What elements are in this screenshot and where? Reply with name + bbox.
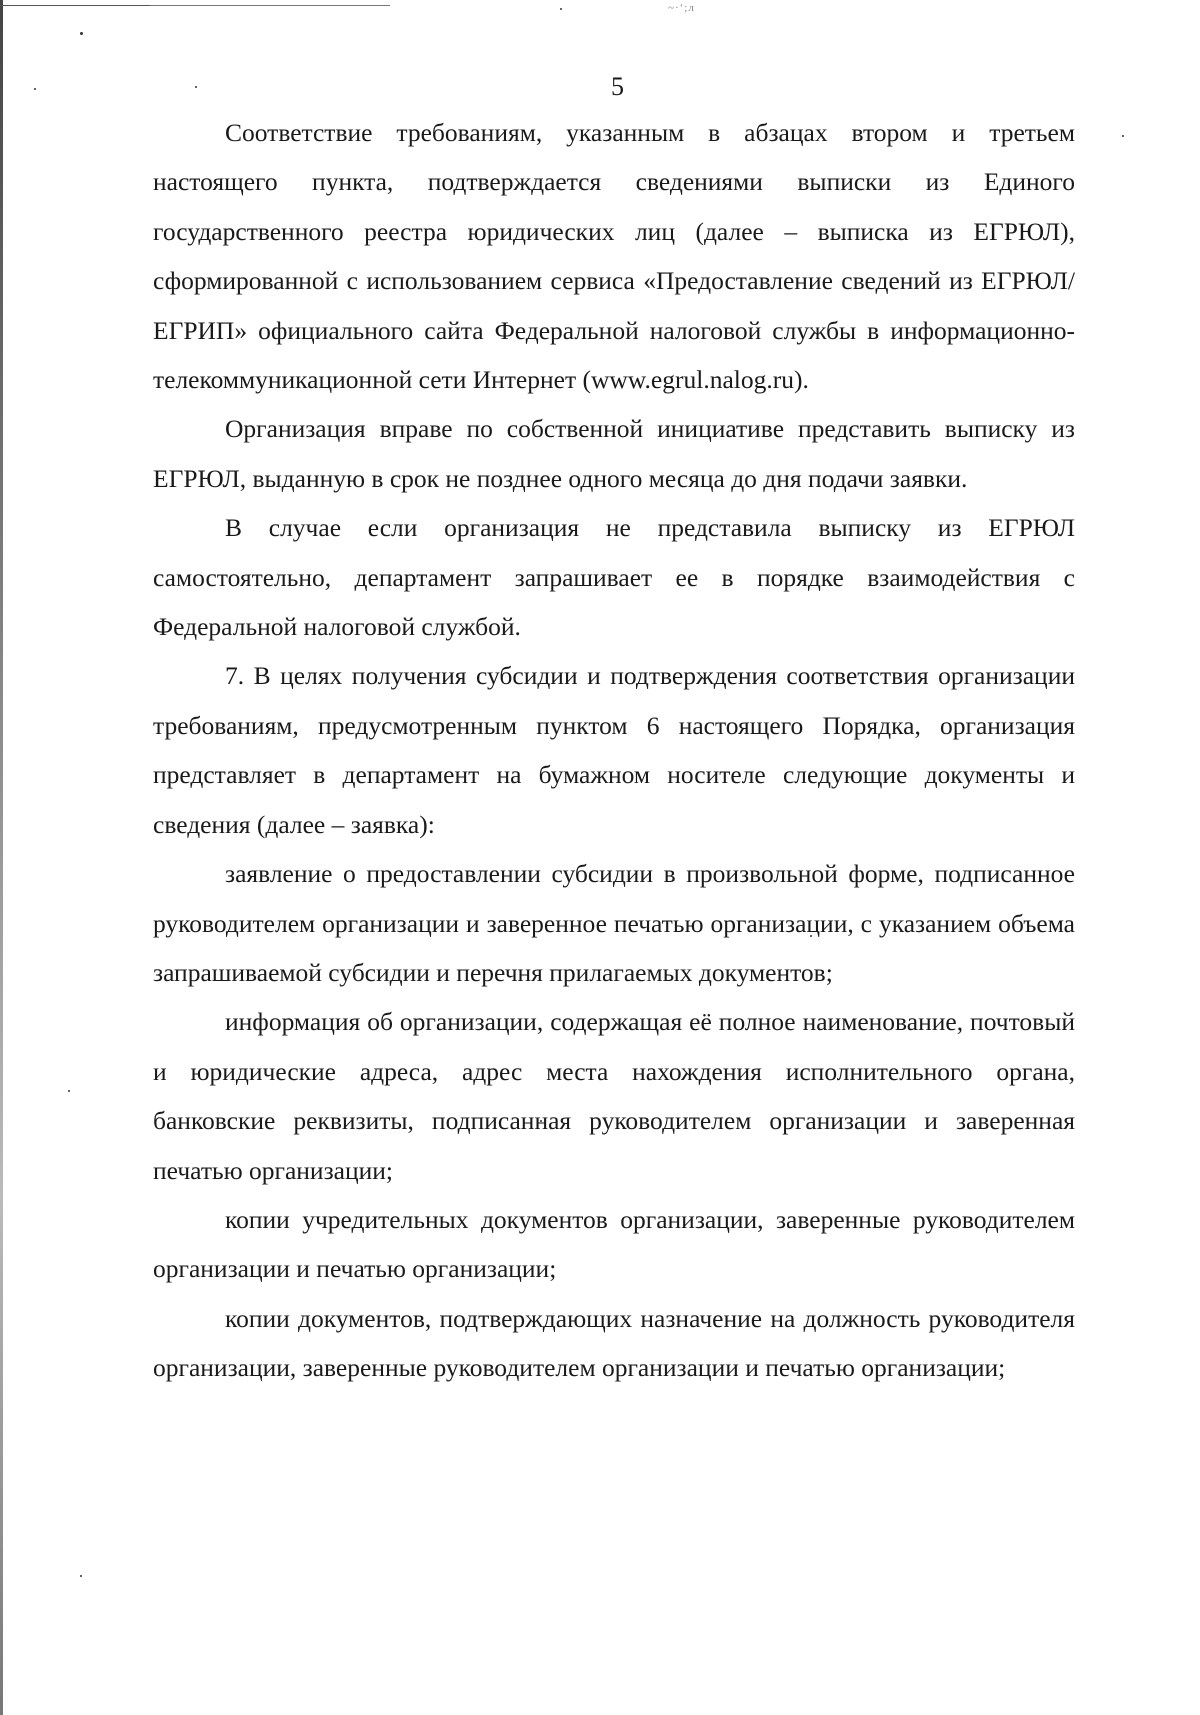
scan-speck xyxy=(560,8,562,10)
paragraph: копии учредительных документов организации, заверенные руководителем организации и печатью организации; xyxy=(153,1204,1075,1284)
paragraph: копии документов, подтверждающих назначение на должность руководителя организации, заверенные руководителем организации и печатью организации; xyxy=(153,1303,1075,1383)
paragraph: В случае если организация не представила выписку из ЕГРЮЛ самостоятельно, департамент запрашивает ее в порядке взаимодействия с Федеральной налоговой службой. xyxy=(153,513,1075,642)
scan-speck xyxy=(68,1090,70,1092)
scan-speck xyxy=(80,32,83,35)
scan-mark: ~·ʻ;л xyxy=(668,2,695,14)
paragraph: Организация вправе по собственной инициативе представить выписку из ЕГРЮЛ, выданную в срок не позднее одного месяца до дня подачи заявки. xyxy=(153,414,1075,493)
page-number: 5 xyxy=(611,72,624,101)
paragraph: информация об организации, содержащая её полное наименование, почтовый и юридические адреса, адрес места нахождения исполнительного органа, банковские реквизиты, подписанная руководителем организации и заверенная печатью организации; xyxy=(153,1007,1075,1185)
scan-speck xyxy=(80,1575,82,1577)
scan-left-edge xyxy=(0,0,3,1715)
scan-top-rule xyxy=(0,5,150,6)
paragraph: Соответствие требованиям, указанным в абзацах втором и третьем настоящего пункта, подтверждается сведениями выписки из Единого государственного реестра юридических лиц (далее – выписка из ЕГРЮЛ), сформированной с использованием сервиса «Предоставление сведений из ЕГРЮЛ/ЕГРИП» официального сайта Федеральной налоговой службы в информационно-телекоммуникационной сети Интернет (www.egrul.nalog.ru). xyxy=(153,118,1075,395)
paragraph: заявление о предоставлении субсидии в произвольной форме, подписанное руководителем организации и заверенное печатью организации, с указанием объема запрашиваемой субсидии и перечня прилагаемых документов; xyxy=(153,859,1075,987)
document-body xyxy=(153,108,1075,1393)
paragraph: 7. В целях получения субсидии и подтверждения соответствия организации требованиям, предусмотренным пунктом 6 настоящего Порядка, организация представляет в департамент на бумажном носителе следующие документы и сведения (далее – заявка): xyxy=(153,661,1075,839)
scan-speck xyxy=(1122,135,1124,137)
scan-top-rule-2 xyxy=(150,5,390,6)
